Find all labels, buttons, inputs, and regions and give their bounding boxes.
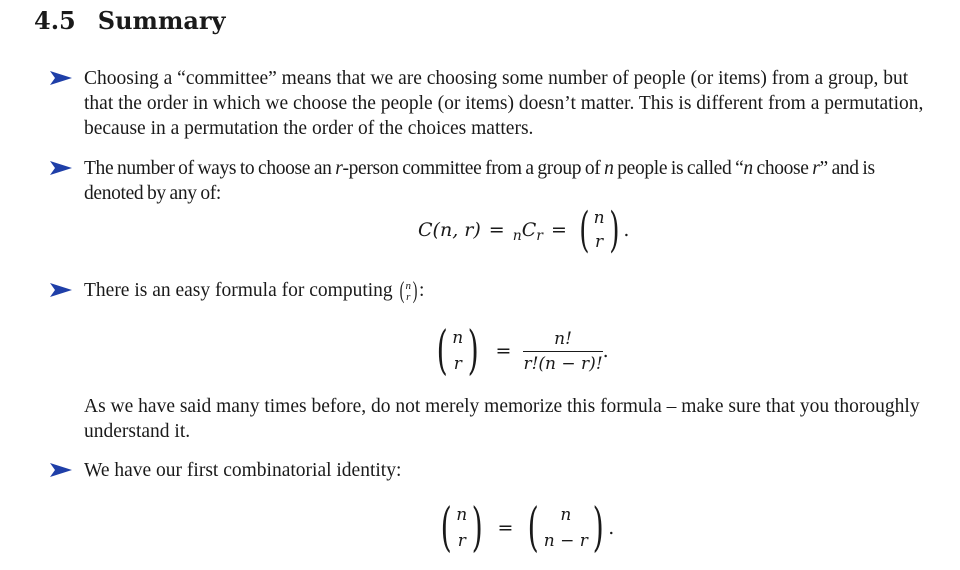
binom-bottom: r [453, 354, 462, 374]
binom-top: n [593, 208, 605, 228]
binomial-stack-left [456, 502, 467, 554]
variable-n: n [743, 158, 753, 179]
arrowhead-bullet-icon [50, 283, 72, 297]
arrowhead-bullet-icon [50, 71, 72, 85]
text-fragment: people is called “ [613, 158, 744, 179]
colon: : [419, 280, 425, 301]
binomial-stack [452, 325, 463, 377]
left-paren: ( [436, 321, 448, 381]
numerator: n! [554, 328, 572, 349]
arrowhead-bullet-icon [50, 463, 72, 477]
identity-formula [436, 500, 614, 556]
bullet-text [84, 156, 930, 206]
subscript-r: r [536, 228, 543, 244]
period: . [602, 340, 609, 362]
variable-r: r [812, 158, 820, 179]
right-paren: ) [471, 498, 483, 558]
right-paren: ) [467, 321, 479, 381]
binom-top: n [560, 505, 572, 525]
equals-sign: = [495, 340, 512, 362]
c-args: (n, r) [432, 219, 481, 241]
binomial-stack-right [544, 502, 588, 554]
notation-formula [418, 204, 629, 256]
binom-bottom: n − r [543, 531, 588, 551]
text-fragment: The number of ways to choose an [84, 158, 336, 179]
denominator: r!(n − r)! [523, 353, 603, 374]
left-paren: ( [528, 498, 540, 558]
text-fragment: choose [752, 158, 813, 179]
right-paren: ) [592, 498, 604, 558]
text-fragment: There is an easy formula for computing [84, 280, 398, 301]
arrowhead-bullet-icon [50, 161, 72, 175]
variable-r: r [335, 158, 343, 179]
subscript-n: n [512, 228, 522, 244]
inline-binomial: ( n r ) [399, 278, 418, 305]
period: . [608, 517, 615, 539]
left-paren: ( [440, 498, 452, 558]
variable-n: n [604, 158, 614, 179]
c-function: C [418, 219, 433, 241]
binom-top: n [452, 328, 464, 348]
left-paren: ( [579, 202, 590, 258]
section-title: Summary [97, 6, 226, 35]
memorize-paragraph: As we have said many times before, do not merely memorize this formula – make sure that you thoroughly understand it. [84, 396, 920, 442]
binomial-formula [432, 322, 609, 380]
equals-sign: = [550, 219, 567, 241]
section-heading [34, 6, 225, 35]
period: . [623, 219, 630, 241]
equals-sign: = [488, 219, 505, 241]
right-paren: ) [608, 202, 620, 258]
binom-top: n [456, 505, 468, 525]
bullet-text: Choosing a “committee” means that we are choosing some number of people (or items) from a group, but that the order in which we choose the people (or items) doesn’t matter. This is different from a permutation, because in a permutation the order of the choices matters. [84, 68, 924, 139]
fraction [523, 329, 602, 374]
fraction-bar [523, 351, 602, 352]
binomial-stack [594, 206, 605, 254]
bullet-text [84, 278, 930, 304]
binom-bottom: r [595, 232, 604, 252]
equals-sign: = [497, 517, 514, 539]
c-letter: C [521, 219, 537, 241]
bullet-text: We have our first combinatorial identity: [84, 460, 402, 481]
text-fragment: ” and is denoted by any of: [84, 158, 875, 204]
binom-bottom: r [457, 531, 466, 551]
section-number: 4.5 [34, 6, 76, 35]
text-fragment: -person committee from a group of [342, 158, 605, 179]
